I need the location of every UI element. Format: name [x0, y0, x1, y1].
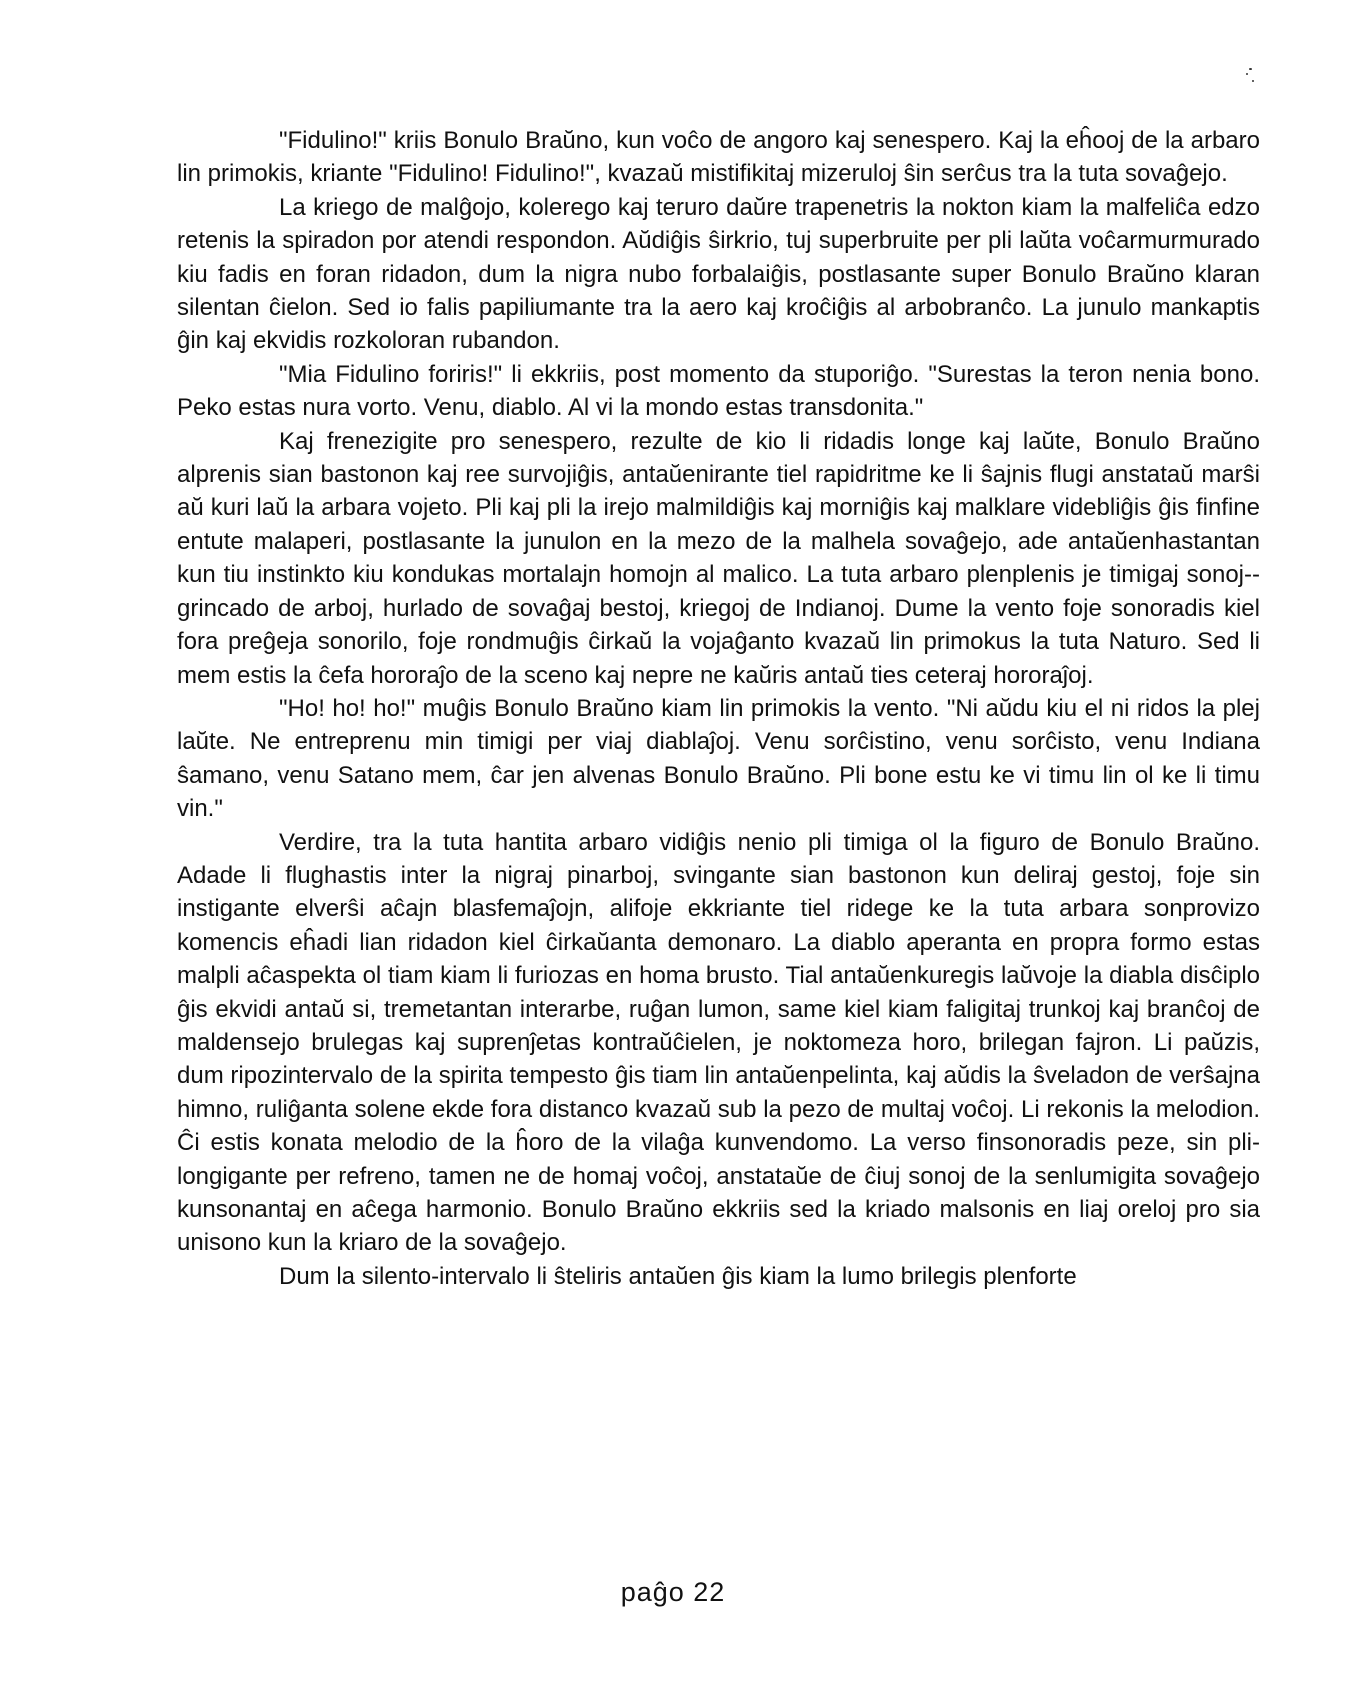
body-text [177, 124, 1260, 1293]
scan-speck [1246, 73, 1248, 75]
paragraph: Dum la silento-intervalo li ŝteliris antaŭen ĝis kiam la lumo brilegis plenforte [279, 1262, 1077, 1290]
paragraph: "Fidulino!" kriis Bonulo Braŭno, kun voĉo de angoro kaj senespero. Kaj la eĥooj de la arbaro lin primokis, kriante "Fidulino! Fidulino!", kvazaŭ mistifikitaj mizeruloj ŝin serĉus tra la tuta sovaĝejo. [177, 127, 1260, 188]
paragraph: Kaj frenezigite pro senespero, rezulte de kio li ridadis longe kaj laŭte, Bonulo Braŭno alprenis sian bastonon kaj ree survojiĝis, antaŭenirante tiel rapidritme ke li ŝajnis flugi anstataŭ marŝi aŭ kuri laŭ la arbara vojeto. Pli kaj pli la irejo malmildiĝis kaj morniĝis kaj malklare videbliĝis ĝis finfine entute malaperi, postlasante la junulon en la mezo de la malhela sovaĝejo, ade antaŭenhastantan kun tiu instinkto kiu kondukas mortalajn homojn al malico. La tuta arbaro plenplenis je timigaj sonoj-- grincado de arboj, hurlado de sovaĝaj bestoj, kriegoj de Indianoj. Dume la vento foje sonoradis kiel fora preĝeja sonorilo, foje rondmuĝis ĉirkaŭ la vojaĝanto kvazaŭ lin primokus la tuta Naturo. Sed li mem estis la ĉefa hororaĵo de la sceno kaj nepre ne kaŭris antaŭ ties ceteraj hororaĵoj. [177, 427, 1260, 689]
scan-speck [1252, 80, 1254, 82]
paragraph: "Ho! ho! ho!" muĝis Bonulo Braŭno kiam lin primokis la vento. "Ni aŭdu kiu el ni ridos la plej laŭte. Ne entreprenu min timigi per viaj diablaĵoj. Venu sorĉistino, venu sorĉisto, venu Indiana ŝamano, venu Satano mem, ĉar jen alvenas Bonulo Braŭno. Pli bone estu ke vi timu lin ol ke li timu vin." [177, 694, 1260, 823]
page-number: paĝo 22 [620, 1577, 726, 1607]
paragraph: La kriego de malĝojo, kolerego kaj teruro daŭre trapenetris la nokton kiam la malfeliĉa edzo retenis la spiradon por atendi respondon. Aŭdiĝis ŝirkrio, tuj superbruite per pli laŭta voĉarmurmurado kiu fadis en foran ridadon, dum la nigra nubo forbalaiĝis, postlasante super Bonulo Braŭno klaran silentan ĉielon. Sed io falis papiliumante tra la aero kaj kroĉiĝis al arbobranĉo. La junulo mankaptis ĝin kaj ekvidis rozkoloran rubandon. [177, 193, 1260, 355]
paragraph: Verdire, tra la tuta hantita arbaro vidiĝis nenio pli timiga ol la figuro de Bonulo Braŭno. Adade li flughastis inter la nigraj pinarboj, svingante sian bastonon kun deliraj gestoj, foje sin instigante elverŝi aĉajn blasfemaĵojn, alifoje ekkriante tiel ridege ke la tuta arbara sonprovizo komencis eĥadi lian ridadon kiel ĉirkaŭanta demonaro. La diablo aperanta en propra formo estas malpli aĉaspekta ol tiam kiam li furiozas en homa brusto. Tial antaŭenkuregis laŭvoje la diabla disĉiplo ĝis ekvidi antaŭ si, tremetantan interarbe, ruĝan lumon, same kiel kiam faligitaj trunkoj kaj branĉoj de maldensejo brulegas kaj suprenĵetas kontraŭĉielen, je noktomeza horo, brilegan fajron. Li paŭzis, dum ripozintervalo de la spirita tempesto ĝis tiam lin antaŭenpelinta, kaj aŭdis la ŝveladon de verŝajna himno, ruliĝanta solene ekde fora distanco kvazaŭ sub la pezo de multaj voĉoj. Li rekonis la melodion. Ĉi estis konata melodio de la ĥoro de la vilaĝa kunvendomo. La verso finsonoradis peze, sin plilongigante per refreno, tamen ne de homaj voĉoj, anstataŭe de ĉiuj sonoj de la senlumigita sovaĝejo kunsonantaj en aĉega harmonio. Bonulo Braŭno ekkriis sed la kriado malsonis en liaj oreloj pro sia unisono kun la kriaro de la sovaĝejo. [177, 828, 1260, 1257]
scan-speck [1249, 68, 1252, 70]
paragraph: "Mia Fidulino foriris!" li ekkriis, post momento da stuporiĝo. "Surestas la teron nenia bono. Peko estas nura vorto. Venu, diablo. Al vi la mondo estas transdonita." [177, 360, 1260, 422]
